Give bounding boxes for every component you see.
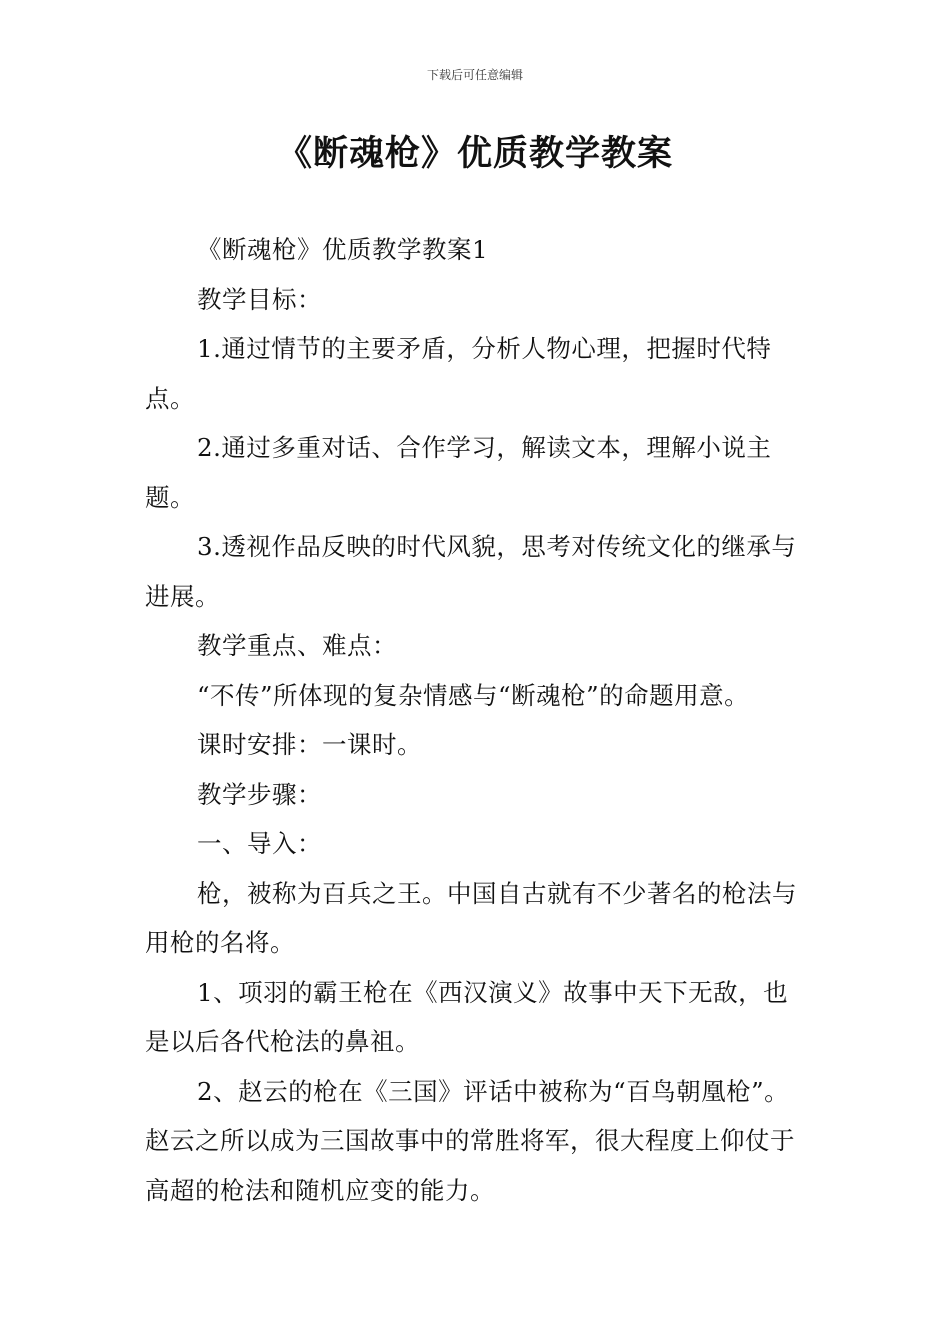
document-body bbox=[145, 225, 813, 1215]
paragraph: 枪，被称为百兵之王。中国自古就有不少著名的枪法与用枪的名将。 bbox=[145, 878, 797, 957]
paragraph: 2、赵云的枪在《三国》评话中被称为“百鸟朝凰枪”。赵云之所以成为三国故事中的常胜将军，很大程度上仰仗于高超的枪法和随机应变的能力。 bbox=[145, 1076, 795, 1205]
paragraph: 1.通过情节的主要矛盾，分析人物心理，把握时代特点。 bbox=[145, 334, 772, 413]
document-title: 《断魂枪》优质教学教案 bbox=[276, 134, 673, 174]
paragraph: 教学重点、难点： bbox=[197, 631, 397, 660]
paragraph: 教学目标： bbox=[197, 284, 322, 314]
paragraph: 课时安排：一课时。 bbox=[197, 730, 422, 759]
paragraph: 2.通过多重对话、合作学习，解读文本，理解小说主题。 bbox=[145, 433, 772, 512]
paragraph: 教学步骤： bbox=[197, 779, 322, 809]
paragraph: 一、导入： bbox=[197, 829, 322, 858]
paragraph: 1、项羽的霸王枪在《西汉演义》故事中天下无敌，也是以后各代枪法的鼻祖。 bbox=[145, 977, 789, 1056]
header-note: 下载后可任意编辑 bbox=[426, 68, 523, 82]
paragraph: 《断魂枪》优质教学教案1 bbox=[197, 235, 489, 264]
paragraph: 3.透视作品反映的时代风貌，思考对传统文化的继承与进展。 bbox=[145, 532, 797, 611]
paragraph: “不传”所体现的复杂情感与“断魂枪”的命题用意。 bbox=[197, 680, 750, 710]
